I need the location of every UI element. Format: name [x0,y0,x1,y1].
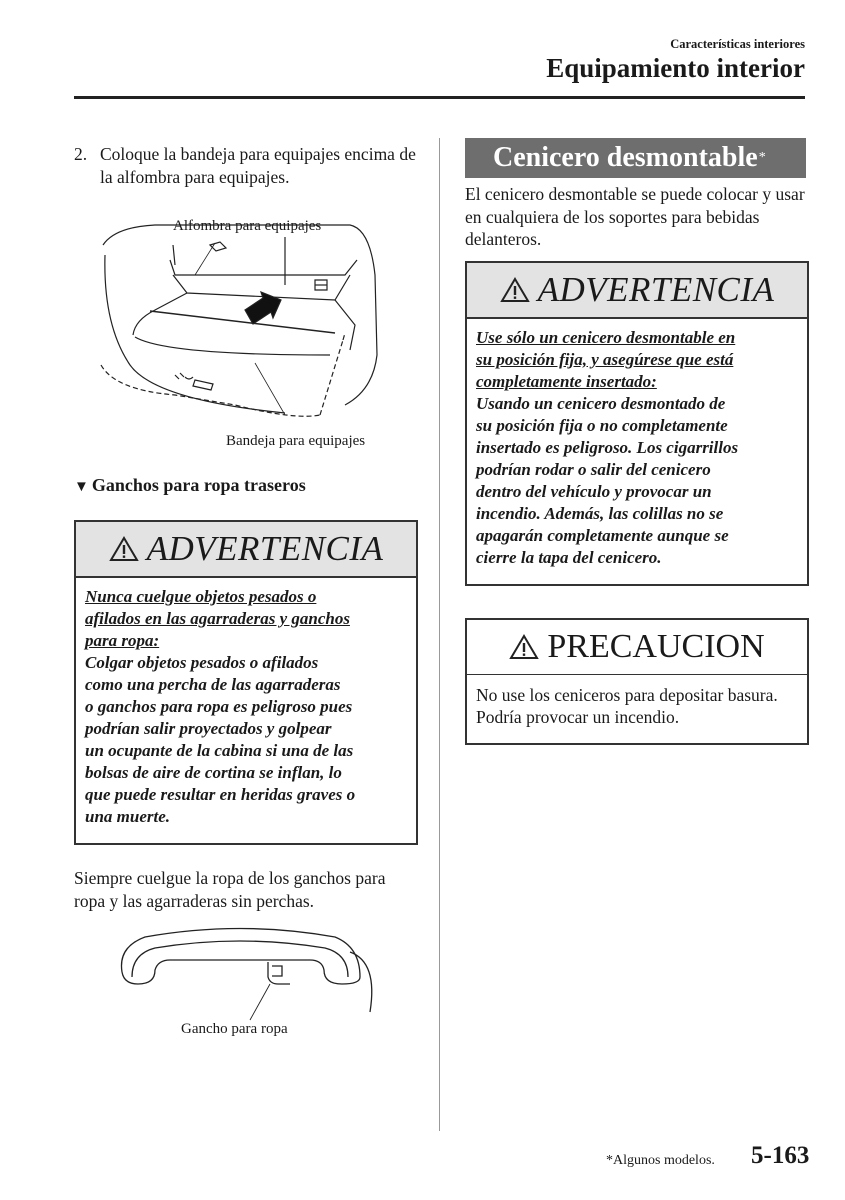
warning-lead-line: su posición fija, y asegúrese que está [476,350,734,369]
step-text: Coloque la bandeja para equipajes encima de la alfombra para equipajes. [100,144,416,187]
figure-label-luggage-board: Bandeja para equipajes [226,433,366,449]
warning-lead-line: para ropa: [85,631,160,650]
section-asterisk: * [758,150,766,165]
warning-lead-line: completamente insertado: [476,372,657,391]
caution-triangle-icon [509,634,539,660]
warning-text-line: bolsas de aire de cortina se inflan, lo [85,763,342,782]
warning-lead-line: Nunca cuelgue objetos pesados o [85,587,317,606]
caution-text: No use los ceniceros para depositar basura. Podría provocar un incendio. [476,685,778,727]
footer-note: *Algunos modelos. [606,1153,715,1168]
step-number: 2. [74,144,88,164]
warning-text-line: podrían rodar o salir del cenicero [476,460,711,479]
warning-triangle-icon [109,536,139,562]
warning-text-line: incendio. Además, las colillas no se [476,504,724,523]
figure-label-luggage-mat: Alfombra para equipajes [173,218,322,234]
warning-text-line: podrían salir proyectados y golpear [85,719,332,738]
warning-text-line: insertado es peligroso. Los cigarrillos [476,438,739,457]
warning-text-line: un ocupante de la cabina si una de las [85,741,354,760]
page-number: 5-163 [751,1142,810,1169]
warning-lead-line: afilados en las agarraderas y ganchos [85,609,350,628]
warning-text-line: una muerte. [85,807,171,826]
warning-body [467,319,807,569]
warning-header [76,522,416,578]
warning-header [467,263,807,319]
column-divider [439,138,440,1131]
warning-title: ADVERTENCIA [146,529,384,568]
header-rule [74,96,805,99]
triangle-marker-icon: ▼ [74,479,89,495]
warning-body [76,578,416,828]
warning-text-line: dentro del vehículo y provocar un [476,482,712,501]
warning-triangle-icon [500,277,530,303]
subheading [74,475,306,496]
warning-text-line: o ganchos para ropa es peligroso pues [85,697,353,716]
warning-lead-line: Use sólo un cenicero desmontable en [476,328,736,347]
warning-text-line: como una percha de las agarraderas [85,675,341,694]
clothes-hook-illustration [110,922,380,1022]
caution-header [467,620,807,675]
caution-box [465,618,809,745]
warning-title: ADVERTENCIA [537,270,775,309]
warning-box-hooks [74,520,418,845]
figure-label-clothes-hook: Gancho para ropa [181,1021,288,1037]
warning-text-line: que puede resultar en heridas graves o [85,785,356,804]
section-heading-bar [465,138,806,178]
page-title: Equipamiento interior [546,53,805,83]
warning-text-line: cierre la tapa del cenicero. [476,548,662,567]
warning-text-line: su posición fija o no completamente [476,416,728,435]
subheading-text: Ganchos para ropa traseros [91,475,306,495]
warning-text-line: Usando un cenicero desmontado de [476,394,726,413]
ashtray-intro: El cenicero desmontable se puede colocar y usar en cualquiera de los soportes para bebidas delanteros. [465,184,805,249]
hooks-paragraph: Siempre cuelgue la ropa de los ganchos para ropa y las agarraderas sin perchas. [74,868,386,911]
caution-title: PRECAUCION [547,628,765,665]
luggage-board-illustration [95,215,395,435]
section-title: Cenicero desmontable [493,142,758,173]
header-section-label: Características interiores [670,37,805,51]
warning-text-line: apagarán completamente aunque se [476,526,729,545]
warning-text-line: Colgar objetos pesados o afilados [85,653,319,672]
warning-box-ashtray [465,261,809,586]
